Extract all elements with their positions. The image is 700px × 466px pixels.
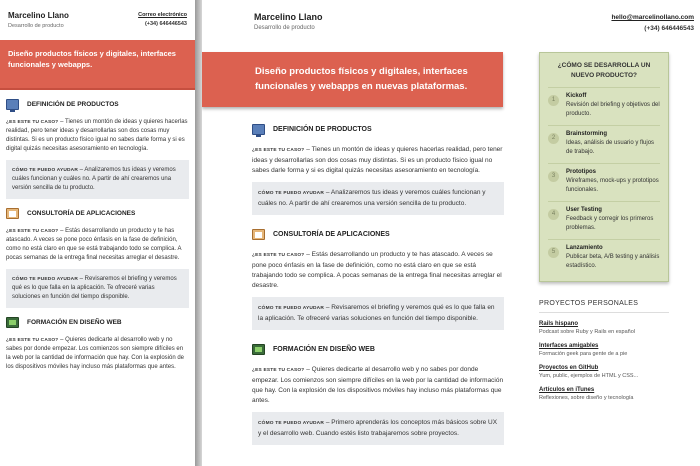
viewport-divider — [195, 0, 202, 466]
case-text: ¿ES ESTE TU CASO? – Quieres dedicarte al desarrollo web y no sabes por donde empezar. Los comienzos son siempre difíciles en la web por la cantidad de información que hay. Con la explosión de los dispositivos móviles hay incluso más plataformas que antes. — [252, 366, 504, 404]
project-item: Interfaces amigables Formación geek para gente de a pie — [539, 342, 669, 358]
site-name[interactable]: Marcelino Llano — [254, 12, 323, 22]
project-item: Artículos en iTunes Reflexiones, sobre diseño y tecnología — [539, 386, 669, 402]
site-subtitle: Desarrollo de producto — [8, 23, 64, 29]
project-link[interactable]: Interfaces amigables — [539, 343, 599, 349]
case-text: ¿ES ESTE TU CASO? – Estás desarrollando un producto y te has atascado. A veces se pone poco énfasis en la fase de definición, como no está claro en que se está trabajando todo se complica. A pocas semanas de la entrega final necesitas arreglar el desastre. — [6, 228, 182, 261]
case-text: ¿ES ESTE TU CASO? – Tienes un montón de ideas y quieres hacerlas realidad, pero tener ideas y desarrollarlas son dos cosas muy distintas. Si es un producto físico igual no sabes darle forma y si es digital quizás necesitas asesoramiento en tecnología. — [6, 119, 188, 152]
projects-heading: PROYECTOS PERSONALES — [539, 300, 669, 313]
service-section — [0, 208, 195, 308]
project-item: Proyectos en GitHub Yum, public, ejemplos de HTML y CSS... — [539, 364, 669, 380]
monitor-icon — [252, 124, 265, 135]
project-item: Rails hispano Podcast sobre Ruby y Rails en español — [539, 320, 669, 336]
section-title: CONSULTORÍA DE APLICACIONES — [273, 231, 390, 238]
mobile-header — [0, 0, 195, 40]
case-text: ¿ES ESTE TU CASO? – Tienes un montón de ideas y quieres hacerlas realidad, pero tener ideas y desarrollarlas son dos cosas muy distintas. Si es un producto físico igual no sabes darle forma y si es digital quizás necesitas asesoramiento en tecnología. — [252, 146, 503, 174]
process-step: 3 Prototipos Wireframes, mock-ups y prototipos funcionales. — [548, 163, 660, 195]
section-title: DEFINICIÓN DE PRODUCTOS — [27, 101, 119, 108]
step-number-badge: 4 — [548, 209, 559, 220]
help-box: CÓMO TE PUEDO AYUDAR – Analizaremos tus ideas y veremos cuáles funcionan y cuáles no. A partir de ahí crearemos una versión sencilla de tu producto. — [252, 182, 504, 215]
contact-block — [611, 12, 694, 34]
sidebar — [539, 52, 669, 408]
project-link[interactable]: Rails hispano — [539, 321, 579, 327]
hero-banner: Diseño productos físicos y digitales, interfaces funcionales y webapps. — [0, 40, 195, 90]
email-link[interactable]: Correo electrónico — [138, 12, 187, 18]
section-title: CONSULTORÍA DE APLICACIONES — [27, 210, 136, 217]
section-title: DEFINICIÓN DE PRODUCTOS — [273, 126, 372, 133]
hero-banner: Diseño productos físicos y digitales, interfaces funcionales y webapps en nuevas plataformas. — [202, 52, 503, 107]
process-step: 5 Lanzamiento Publicar beta, A/B testing y análisis estadístico. — [548, 239, 660, 271]
help-box: CÓMO TE PUEDO AYUDAR – Primero aprenderás los conceptos más básicos sobre UX y el desarrollo web. Cuando estés listo trabajaremos sobre proyectos. — [252, 412, 504, 445]
help-box: CÓMO TE PUEDO AYUDAR – Revisaremos el briefing y veremos qué es lo que falla en la aplicación. Te ofreceré varias soluciones en función del tiempo disponible. — [6, 269, 189, 308]
email-link[interactable]: hello@marcelinollano.com — [611, 14, 694, 21]
case-text: ¿ES ESTE TU CASO? – Quieres dedicarte al desarrollo web y no sabes por donde empezar. Los comienzos son siempre difíciles en la web por la cantidad de información que hay. Con la explosión de los dispositivos móviles hay incluso más plataformas que antes. — [6, 337, 185, 370]
project-link[interactable]: Artículos en iTunes — [539, 387, 595, 393]
step-number-badge: 5 — [548, 247, 559, 258]
desktop-preview — [202, 0, 700, 466]
process-step: 4 User Testing Feedback y corregir los primeros problemas. — [548, 201, 660, 233]
phone-number: (+34) 646446543 — [144, 21, 187, 27]
service-section — [0, 99, 195, 199]
project-link[interactable]: Proyectos en GitHub — [539, 365, 599, 371]
site-name[interactable]: Marcelino Llano — [8, 11, 69, 20]
screen-icon — [252, 344, 265, 355]
service-section — [252, 344, 504, 445]
screen-icon — [6, 317, 19, 328]
mobile-preview — [0, 0, 195, 466]
service-section — [252, 229, 504, 330]
help-box: CÓMO TE PUEDO AYUDAR – Revisaremos el briefing y veremos qué es lo que falla en la aplicación. Te ofreceré varias soluciones en función del tiempo disponible. — [252, 297, 504, 330]
clipboard-icon — [6, 208, 19, 219]
section-title: FORMACIÓN EN DISEÑO WEB — [273, 346, 375, 353]
phone-number: (+34) 646446543 — [644, 25, 694, 32]
service-section — [0, 317, 195, 372]
section-title: FORMACIÓN EN DISEÑO WEB — [27, 319, 122, 326]
step-number-badge: 3 — [548, 171, 559, 182]
clipboard-icon — [252, 229, 265, 240]
help-box: CÓMO TE PUEDO AYUDAR – Analizaremos tus ideas y veremos cuáles funcionan y cuáles no. A partir de ahí crearemos una versión sencilla de tu producto. — [6, 160, 189, 199]
services-column — [252, 118, 504, 459]
contact-block — [138, 11, 187, 29]
process-box — [539, 52, 669, 282]
monitor-icon — [6, 99, 19, 110]
process-title: ¿CÓMO SE DESARROLLA UN NUEVO PRODUCTO? — [557, 62, 651, 79]
step-number-badge: 1 — [548, 95, 559, 106]
case-text: ¿ES ESTE TU CASO? – Estás desarrollando un producto y te has atascado. A veces se pone poco énfasis en la fase de definición, como no está claro en que se está trabajando todo se complica. A pocas semanas de la entrega final necesitas arreglar el desastre. — [252, 251, 502, 289]
site-subtitle: Desarrollo de producto — [254, 25, 315, 31]
service-section — [252, 124, 504, 215]
process-step: 1 Kickoff Revisión del briefing y objetivos del producto. — [548, 87, 660, 119]
step-number-badge: 2 — [548, 133, 559, 144]
process-step: 2 Brainstorming Ideas, análisis de usuario y flujos de trabajo. — [548, 125, 660, 157]
